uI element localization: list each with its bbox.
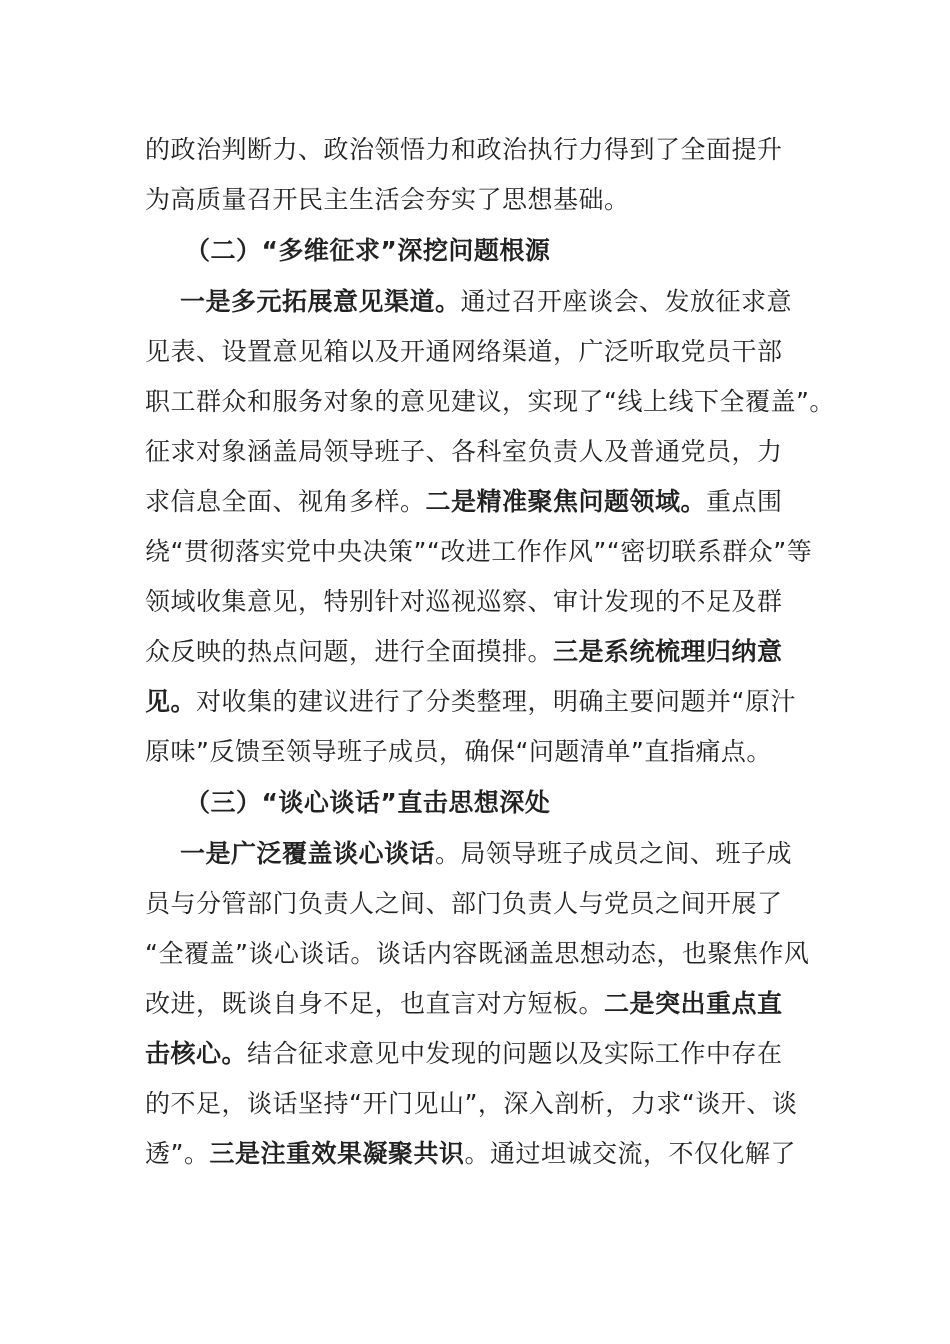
text-segment: 的不足，谈话坚持“开门见山”，深入剖析，力求“谈开、谈 (145, 1089, 798, 1118)
text-segment: 。通过坦诚交流，不仅化解了 (464, 1139, 796, 1168)
bold-lead-text: 击核心。 (145, 1039, 248, 1068)
bold-lead-text: 三是系统梳理归纳意 (553, 637, 783, 666)
section-heading (185, 778, 865, 828)
text-line (145, 577, 825, 627)
bold-lead-text: 二是精准聚焦问题领域。 (425, 487, 707, 516)
text-segment: 结合征求意见中发现的问题以及实际工作中存在 (247, 1039, 783, 1068)
text-segment: 职工群众和服务对象的意见建议，实现了“线上线下全覆盖”。 (145, 387, 835, 416)
text-line (180, 829, 860, 879)
text-segment: 领域收集意见，特别针对巡视巡察、审计发现的不足及群 (145, 587, 783, 616)
text-segment: 众反映的热点问题，进行全面摸排。 (145, 637, 554, 666)
text-line (145, 1129, 825, 1179)
text-line (145, 727, 825, 777)
heading-text: （二）“多维征求”深挖问题根源 (185, 236, 551, 265)
bold-lead-text: 三是注重效果凝聚共识 (209, 1139, 465, 1168)
text-line (145, 175, 825, 225)
text-line (145, 125, 825, 175)
text-line (145, 477, 825, 527)
bold-lead-text: 见。 (145, 687, 197, 716)
text-line (145, 427, 825, 477)
text-segment: 透”。 (145, 1139, 210, 1168)
text-line (145, 1029, 825, 1079)
text-line (145, 327, 825, 377)
text-line (145, 677, 825, 727)
text-segment: 原味”反馈至领导班子成员，确保“问题清单”直指痛点。 (145, 737, 772, 766)
bold-lead-text: 一是多元拓展意见渠道。 (180, 287, 461, 316)
bold-lead-text: 二是突出重点直 (604, 989, 783, 1018)
text-segment: 。局领导班子成员之间、班子成 (435, 839, 793, 868)
text-segment: 对收集的建议进行了分类整理，明确主要问题并“原汁 (196, 687, 796, 716)
text-segment: 征求对象涵盖局领导班子、各科室负责人及普通党员，力 (145, 437, 783, 466)
text-segment: 通过召开座谈会、发放征求意 (460, 287, 793, 316)
bold-lead-text: 一是广泛覆盖谈心谈话 (180, 839, 436, 868)
text-segment: 绕“贯彻落实党中央决策”“改进工作作风”“密切联系群众”等 (145, 537, 813, 566)
text-segment: 的政治判断力、政治领悟力和政治执行力得到了全面提升 (145, 135, 783, 164)
section-heading (185, 226, 865, 276)
text-line (180, 277, 860, 327)
text-line (145, 1079, 825, 1129)
text-segment: 改进，既谈自身不足，也直言对方短板。 (145, 989, 605, 1018)
text-segment: 求信息全面、视角多样。 (145, 487, 426, 516)
text-line (145, 527, 825, 577)
text-line (145, 879, 825, 929)
text-line (145, 979, 825, 1029)
text-segment: “全覆盖”谈心谈话。谈话内容既涵盖思想动态，也聚焦作风 (145, 939, 810, 968)
text-line (145, 627, 825, 677)
text-segment: 为高质量召开民主生活会夯实了思想基础。 (145, 185, 630, 214)
text-segment: 见表、设置意见箱以及开通网络渠道，广泛听取党员干部 (145, 337, 783, 366)
text-segment: 员与分管部门负责人之间、部门负责人与党员之间开展了 (145, 889, 783, 918)
text-line (145, 929, 825, 979)
heading-text: （三）“谈心谈话”直击思想深处 (185, 788, 551, 817)
text-segment: 重点围 (706, 487, 783, 516)
text-line (145, 377, 835, 427)
